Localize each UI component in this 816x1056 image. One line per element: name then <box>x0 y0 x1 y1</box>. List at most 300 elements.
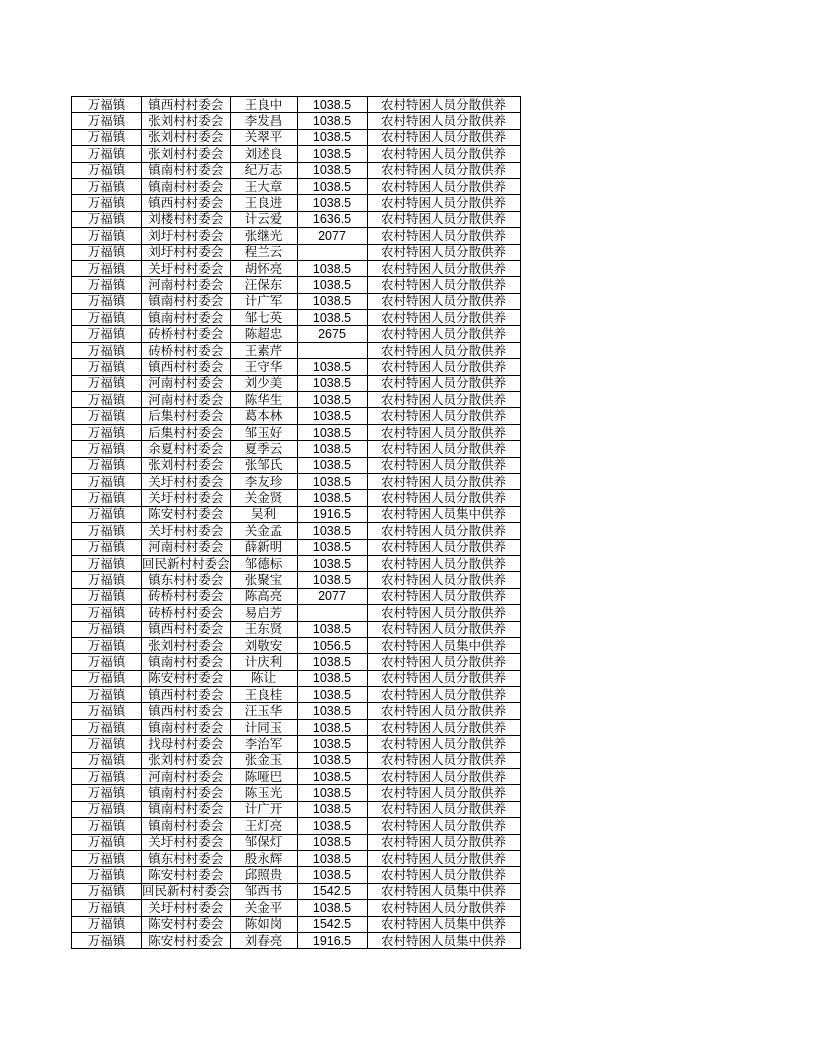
village-cell: 关圩村村委会 <box>142 490 231 506</box>
amount-cell: 1636.5 <box>297 211 367 227</box>
table-row <box>72 408 521 424</box>
village-cell: 刘圩村村委会 <box>142 244 231 260</box>
name-cell: 陈让 <box>230 670 297 686</box>
table-row <box>72 277 521 293</box>
name-cell: 葛本林 <box>230 408 297 424</box>
amount-cell <box>297 342 367 358</box>
amount-cell: 2077 <box>297 588 367 604</box>
town-cell: 万福镇 <box>72 605 142 621</box>
village-cell: 镇南村村委会 <box>142 293 231 309</box>
amount-cell: 1038.5 <box>297 621 367 637</box>
support-type-cell: 农村特困人员分散供养 <box>367 113 520 129</box>
support-type-cell: 农村特困人员分散供养 <box>367 146 520 162</box>
table-row <box>72 834 521 850</box>
support-type-cell: 农村特困人员分散供养 <box>367 769 520 785</box>
town-cell: 万福镇 <box>72 736 142 752</box>
amount-cell: 2675 <box>297 326 367 342</box>
support-type-cell: 农村特困人员分散供养 <box>367 260 520 276</box>
village-cell: 镇南村村委会 <box>142 818 231 834</box>
village-cell: 陈安村村委会 <box>142 867 231 883</box>
name-cell: 吴利 <box>230 506 297 522</box>
town-cell: 万福镇 <box>72 588 142 604</box>
town-cell: 万福镇 <box>72 146 142 162</box>
table-row <box>72 326 521 342</box>
village-cell: 张刘村村委会 <box>142 146 231 162</box>
amount-cell: 1038.5 <box>297 539 367 555</box>
name-cell: 刘春亮 <box>230 932 297 948</box>
support-type-cell: 农村特困人员分散供养 <box>367 801 520 817</box>
name-cell: 胡怀亮 <box>230 260 297 276</box>
support-type-cell: 农村特困人员分散供养 <box>367 97 520 113</box>
town-cell: 万福镇 <box>72 375 142 391</box>
table-row <box>72 195 521 211</box>
amount-cell: 1038.5 <box>297 818 367 834</box>
support-type-cell: 农村特困人员分散供养 <box>367 719 520 735</box>
name-cell: 李治军 <box>230 736 297 752</box>
table-body <box>72 97 521 949</box>
support-type-cell: 农村特困人员分散供养 <box>367 457 520 473</box>
amount-cell: 1038.5 <box>297 359 367 375</box>
name-cell: 计同玉 <box>230 719 297 735</box>
support-type-cell: 农村特困人员分散供养 <box>367 195 520 211</box>
name-cell: 张邹氏 <box>230 457 297 473</box>
table-row <box>72 850 521 866</box>
support-type-cell: 农村特困人员分散供养 <box>367 310 520 326</box>
name-cell: 邱照贵 <box>230 867 297 883</box>
support-type-cell: 农村特困人员集中供养 <box>367 916 520 932</box>
name-cell: 李发昌 <box>230 113 297 129</box>
support-type-cell: 农村特困人员分散供养 <box>367 621 520 637</box>
amount-cell: 1038.5 <box>297 129 367 145</box>
village-cell: 陈安村村委会 <box>142 506 231 522</box>
table-row <box>72 932 521 948</box>
town-cell: 万福镇 <box>72 506 142 522</box>
support-type-cell: 农村特困人员集中供养 <box>367 506 520 522</box>
support-type-cell: 农村特困人员分散供养 <box>367 490 520 506</box>
amount-cell: 1038.5 <box>297 162 367 178</box>
support-type-cell: 农村特困人员分散供养 <box>367 785 520 801</box>
town-cell: 万福镇 <box>72 703 142 719</box>
table-row <box>72 769 521 785</box>
table-row <box>72 637 521 653</box>
name-cell: 王良桂 <box>230 687 297 703</box>
amount-cell: 1038.5 <box>297 375 367 391</box>
village-cell: 砖桥村村委会 <box>142 588 231 604</box>
table-row <box>72 359 521 375</box>
village-cell: 陈安村村委会 <box>142 932 231 948</box>
village-cell: 镇南村村委会 <box>142 178 231 194</box>
support-type-cell: 农村特困人员分散供养 <box>367 605 520 621</box>
village-cell: 砖桥村村委会 <box>142 342 231 358</box>
town-cell: 万福镇 <box>72 457 142 473</box>
amount-cell: 1038.5 <box>297 736 367 752</box>
support-type-cell: 农村特困人员集中供养 <box>367 637 520 653</box>
town-cell: 万福镇 <box>72 785 142 801</box>
town-cell: 万福镇 <box>72 178 142 194</box>
town-cell: 万福镇 <box>72 129 142 145</box>
support-type-cell: 农村特困人员集中供养 <box>367 932 520 948</box>
name-cell: 王良进 <box>230 195 297 211</box>
table-row <box>72 424 521 440</box>
town-cell: 万福镇 <box>72 867 142 883</box>
town-cell: 万福镇 <box>72 769 142 785</box>
support-type-cell: 农村特困人员分散供养 <box>367 555 520 571</box>
table-row <box>72 654 521 670</box>
name-cell: 汪保东 <box>230 277 297 293</box>
town-cell: 万福镇 <box>72 719 142 735</box>
town-cell: 万福镇 <box>72 342 142 358</box>
village-cell: 余夏村村委会 <box>142 441 231 457</box>
table-row <box>72 588 521 604</box>
name-cell: 计庆利 <box>230 654 297 670</box>
town-cell: 万福镇 <box>72 195 142 211</box>
town-cell: 万福镇 <box>72 654 142 670</box>
village-cell: 回民新村村委会 <box>142 883 230 899</box>
town-cell: 万福镇 <box>72 670 142 686</box>
village-cell: 镇西村村委会 <box>142 359 231 375</box>
support-type-cell: 农村特困人员分散供养 <box>367 129 520 145</box>
name-cell: 计广军 <box>230 293 297 309</box>
village-cell: 镇西村村委会 <box>142 621 231 637</box>
amount-cell: 1038.5 <box>297 555 367 571</box>
table-row <box>72 719 521 735</box>
town-cell: 万福镇 <box>72 408 142 424</box>
town-cell: 万福镇 <box>72 310 142 326</box>
table-row <box>72 703 521 719</box>
village-cell: 关圩村村委会 <box>142 473 231 489</box>
amount-cell: 1038.5 <box>297 146 367 162</box>
village-cell: 镇南村村委会 <box>142 654 231 670</box>
support-type-cell: 农村特困人员分散供养 <box>367 211 520 227</box>
village-cell: 镇西村村委会 <box>142 687 231 703</box>
support-type-cell: 农村特困人员分散供养 <box>367 178 520 194</box>
table-row <box>72 883 521 899</box>
support-type-cell: 农村特困人员分散供养 <box>367 277 520 293</box>
amount-cell: 1038.5 <box>297 293 367 309</box>
name-cell: 邹保灯 <box>230 834 297 850</box>
name-cell: 易启芳 <box>230 605 297 621</box>
amount-cell: 1038.5 <box>297 687 367 703</box>
name-cell: 张聚宝 <box>230 572 297 588</box>
name-cell: 汪玉华 <box>230 703 297 719</box>
town-cell: 万福镇 <box>72 850 142 866</box>
name-cell: 陈玉光 <box>230 785 297 801</box>
table-row <box>72 129 521 145</box>
name-cell: 邹玉好 <box>230 424 297 440</box>
table-row <box>72 752 521 768</box>
town-cell: 万福镇 <box>72 326 142 342</box>
support-type-cell: 农村特困人员分散供养 <box>367 228 520 244</box>
village-cell: 河南村村委会 <box>142 277 231 293</box>
table-row <box>72 97 521 113</box>
village-cell: 张刘村村委会 <box>142 129 231 145</box>
town-cell: 万福镇 <box>72 883 142 899</box>
town-cell: 万福镇 <box>72 211 142 227</box>
table-row <box>72 342 521 358</box>
village-cell: 镇西村村委会 <box>142 703 231 719</box>
town-cell: 万福镇 <box>72 113 142 129</box>
town-cell: 万福镇 <box>72 392 142 408</box>
amount-cell: 1038.5 <box>297 769 367 785</box>
village-cell: 刘楼村村委会 <box>142 211 231 227</box>
village-cell: 河南村村委会 <box>142 539 231 555</box>
support-type-cell: 农村特困人员分散供养 <box>367 375 520 391</box>
name-cell: 殷永辉 <box>230 850 297 866</box>
support-type-cell: 农村特困人员分散供养 <box>367 834 520 850</box>
amount-cell: 1038.5 <box>297 900 367 916</box>
support-type-cell: 农村特困人员分散供养 <box>367 424 520 440</box>
table-row <box>72 867 521 883</box>
spreadsheet-table <box>71 96 521 949</box>
amount-cell <box>297 605 367 621</box>
name-cell: 夏季云 <box>230 441 297 457</box>
support-type-cell: 农村特困人员分散供养 <box>367 162 520 178</box>
town-cell: 万福镇 <box>72 523 142 539</box>
amount-cell: 1056.5 <box>297 637 367 653</box>
table-row <box>72 670 521 686</box>
name-cell: 陈高亮 <box>230 588 297 604</box>
town-cell: 万福镇 <box>72 834 142 850</box>
table-row <box>72 621 521 637</box>
support-type-cell: 农村特困人员分散供养 <box>367 588 520 604</box>
town-cell: 万福镇 <box>72 162 142 178</box>
amount-cell: 1038.5 <box>297 424 367 440</box>
name-cell: 张金玉 <box>230 752 297 768</box>
village-cell: 张刘村村委会 <box>142 113 231 129</box>
name-cell: 刘少美 <box>230 375 297 391</box>
support-type-cell: 农村特困人员分散供养 <box>367 342 520 358</box>
support-type-cell: 农村特困人员分散供养 <box>367 244 520 260</box>
village-cell: 河南村村委会 <box>142 375 231 391</box>
village-cell: 镇南村村委会 <box>142 162 231 178</box>
name-cell: 张继光 <box>230 228 297 244</box>
village-cell: 河南村村委会 <box>142 769 231 785</box>
table-row <box>72 506 521 522</box>
name-cell: 王大章 <box>230 178 297 194</box>
table-row <box>72 178 521 194</box>
table-row <box>72 916 521 932</box>
amount-cell: 1916.5 <box>297 506 367 522</box>
amount-cell: 1916.5 <box>297 932 367 948</box>
table-row <box>72 113 521 129</box>
name-cell: 关翠平 <box>230 129 297 145</box>
village-cell: 镇西村村委会 <box>142 97 231 113</box>
village-cell: 镇南村村委会 <box>142 785 231 801</box>
town-cell: 万福镇 <box>72 916 142 932</box>
table-row <box>72 572 521 588</box>
name-cell: 薛新明 <box>230 539 297 555</box>
town-cell: 万福镇 <box>72 637 142 653</box>
table-row <box>72 801 521 817</box>
table-row <box>72 457 521 473</box>
name-cell: 王良中 <box>230 97 297 113</box>
support-type-cell: 农村特困人员分散供养 <box>367 687 520 703</box>
support-type-cell: 农村特困人员分散供养 <box>367 293 520 309</box>
village-cell: 镇东村村委会 <box>142 572 231 588</box>
amount-cell: 1038.5 <box>297 392 367 408</box>
amount-cell: 1038.5 <box>297 719 367 735</box>
amount-cell: 1038.5 <box>297 703 367 719</box>
amount-cell: 1038.5 <box>297 310 367 326</box>
table-row <box>72 260 521 276</box>
amount-cell: 1038.5 <box>297 195 367 211</box>
amount-cell: 1038.5 <box>297 801 367 817</box>
amount-cell: 1038.5 <box>297 473 367 489</box>
table-row <box>72 228 521 244</box>
village-cell: 关圩村村委会 <box>142 834 231 850</box>
town-cell: 万福镇 <box>72 228 142 244</box>
support-type-cell: 农村特困人员分散供养 <box>367 523 520 539</box>
town-cell: 万福镇 <box>72 818 142 834</box>
table-row <box>72 392 521 408</box>
table-row <box>72 900 521 916</box>
name-cell: 王灯亮 <box>230 818 297 834</box>
village-cell: 砖桥村村委会 <box>142 605 231 621</box>
amount-cell: 1542.5 <box>297 916 367 932</box>
name-cell: 邹七英 <box>230 310 297 326</box>
name-cell: 王东贤 <box>230 621 297 637</box>
support-type-cell: 农村特困人员分散供养 <box>367 572 520 588</box>
amount-cell: 1038.5 <box>297 834 367 850</box>
town-cell: 万福镇 <box>72 621 142 637</box>
village-cell: 回民新村村委会 <box>142 555 230 571</box>
table-row <box>72 785 521 801</box>
town-cell: 万福镇 <box>72 572 142 588</box>
town-cell: 万福镇 <box>72 359 142 375</box>
amount-cell: 1038.5 <box>297 670 367 686</box>
amount-cell: 1542.5 <box>297 883 367 899</box>
support-type-cell: 农村特困人员分散供养 <box>367 752 520 768</box>
table-row <box>72 244 521 260</box>
town-cell: 万福镇 <box>72 555 142 571</box>
amount-cell: 1038.5 <box>297 752 367 768</box>
town-cell: 万福镇 <box>72 244 142 260</box>
name-cell: 关金平 <box>230 900 297 916</box>
town-cell: 万福镇 <box>72 932 142 948</box>
name-cell: 邹德标 <box>230 555 297 571</box>
table-row <box>72 162 521 178</box>
town-cell: 万福镇 <box>72 801 142 817</box>
table-row <box>72 441 521 457</box>
table-row <box>72 293 521 309</box>
amount-cell: 1038.5 <box>297 654 367 670</box>
town-cell: 万福镇 <box>72 539 142 555</box>
village-cell: 关圩村村委会 <box>142 260 231 276</box>
town-cell: 万福镇 <box>72 97 142 113</box>
table-row <box>72 687 521 703</box>
town-cell: 万福镇 <box>72 687 142 703</box>
table-row <box>72 375 521 391</box>
amount-cell: 1038.5 <box>297 113 367 129</box>
name-cell: 程兰云 <box>230 244 297 260</box>
name-cell: 计广开 <box>230 801 297 817</box>
support-type-cell: 农村特困人员分散供养 <box>367 473 520 489</box>
support-type-cell: 农村特困人员分散供养 <box>367 670 520 686</box>
amount-cell: 2077 <box>297 228 367 244</box>
village-cell: 后集村村委会 <box>142 424 231 440</box>
name-cell: 陈超忠 <box>230 326 297 342</box>
support-type-cell: 农村特困人员分散供养 <box>367 408 520 424</box>
village-cell: 镇东村村委会 <box>142 850 231 866</box>
name-cell: 王守华 <box>230 359 297 375</box>
amount-cell: 1038.5 <box>297 408 367 424</box>
table-row <box>72 539 521 555</box>
amount-cell: 1038.5 <box>297 441 367 457</box>
town-cell: 万福镇 <box>72 260 142 276</box>
village-cell: 陈安村村委会 <box>142 916 231 932</box>
town-cell: 万福镇 <box>72 424 142 440</box>
name-cell: 关金孟 <box>230 523 297 539</box>
table-row <box>72 490 521 506</box>
village-cell: 张刘村村委会 <box>142 457 231 473</box>
village-cell: 张刘村村委会 <box>142 637 231 653</box>
amount-cell: 1038.5 <box>297 785 367 801</box>
amount-cell: 1038.5 <box>297 97 367 113</box>
support-type-cell: 农村特困人员分散供养 <box>367 703 520 719</box>
village-cell: 张刘村村委会 <box>142 752 231 768</box>
name-cell: 纪万志 <box>230 162 297 178</box>
support-type-cell: 农村特困人员分散供养 <box>367 539 520 555</box>
support-type-cell: 农村特困人员集中供养 <box>367 883 520 899</box>
amount-cell: 1038.5 <box>297 490 367 506</box>
name-cell: 刘敬安 <box>230 637 297 653</box>
support-type-cell: 农村特困人员分散供养 <box>367 326 520 342</box>
village-cell: 关圩村村委会 <box>142 523 231 539</box>
table-row <box>72 818 521 834</box>
amount-cell: 1038.5 <box>297 850 367 866</box>
town-cell: 万福镇 <box>72 293 142 309</box>
amount-cell: 1038.5 <box>297 260 367 276</box>
village-cell: 河南村村委会 <box>142 392 231 408</box>
name-cell: 陈如岗 <box>230 916 297 932</box>
town-cell: 万福镇 <box>72 752 142 768</box>
support-type-cell: 农村特困人员分散供养 <box>367 441 520 457</box>
table-row <box>72 736 521 752</box>
town-cell: 万福镇 <box>72 473 142 489</box>
table-row <box>72 523 521 539</box>
amount-cell: 1038.5 <box>297 572 367 588</box>
village-cell: 找母村村委会 <box>142 736 231 752</box>
name-cell: 陈哑巴 <box>230 769 297 785</box>
village-cell: 镇南村村委会 <box>142 719 231 735</box>
table-row <box>72 310 521 326</box>
amount-cell <box>297 244 367 260</box>
amount-cell: 1038.5 <box>297 867 367 883</box>
table-row <box>72 211 521 227</box>
support-type-cell: 农村特困人员分散供养 <box>367 818 520 834</box>
name-cell: 李友珍 <box>230 473 297 489</box>
village-cell: 陈安村村委会 <box>142 670 231 686</box>
support-type-cell: 农村特困人员分散供养 <box>367 359 520 375</box>
town-cell: 万福镇 <box>72 490 142 506</box>
village-cell: 镇西村村委会 <box>142 195 231 211</box>
amount-cell: 1038.5 <box>297 457 367 473</box>
village-cell: 刘圩村村委会 <box>142 228 231 244</box>
support-type-cell: 农村特困人员分散供养 <box>367 900 520 916</box>
table-row <box>72 555 521 571</box>
amount-cell: 1038.5 <box>297 523 367 539</box>
support-type-cell: 农村特困人员分散供养 <box>367 654 520 670</box>
support-type-cell: 农村特困人员分散供养 <box>367 736 520 752</box>
table-row <box>72 473 521 489</box>
name-cell: 计云爱 <box>230 211 297 227</box>
village-cell: 后集村村委会 <box>142 408 231 424</box>
name-cell: 关金贤 <box>230 490 297 506</box>
name-cell: 刘述良 <box>230 146 297 162</box>
amount-cell: 1038.5 <box>297 277 367 293</box>
village-cell: 镇南村村委会 <box>142 310 231 326</box>
support-type-cell: 农村特困人员分散供养 <box>367 392 520 408</box>
